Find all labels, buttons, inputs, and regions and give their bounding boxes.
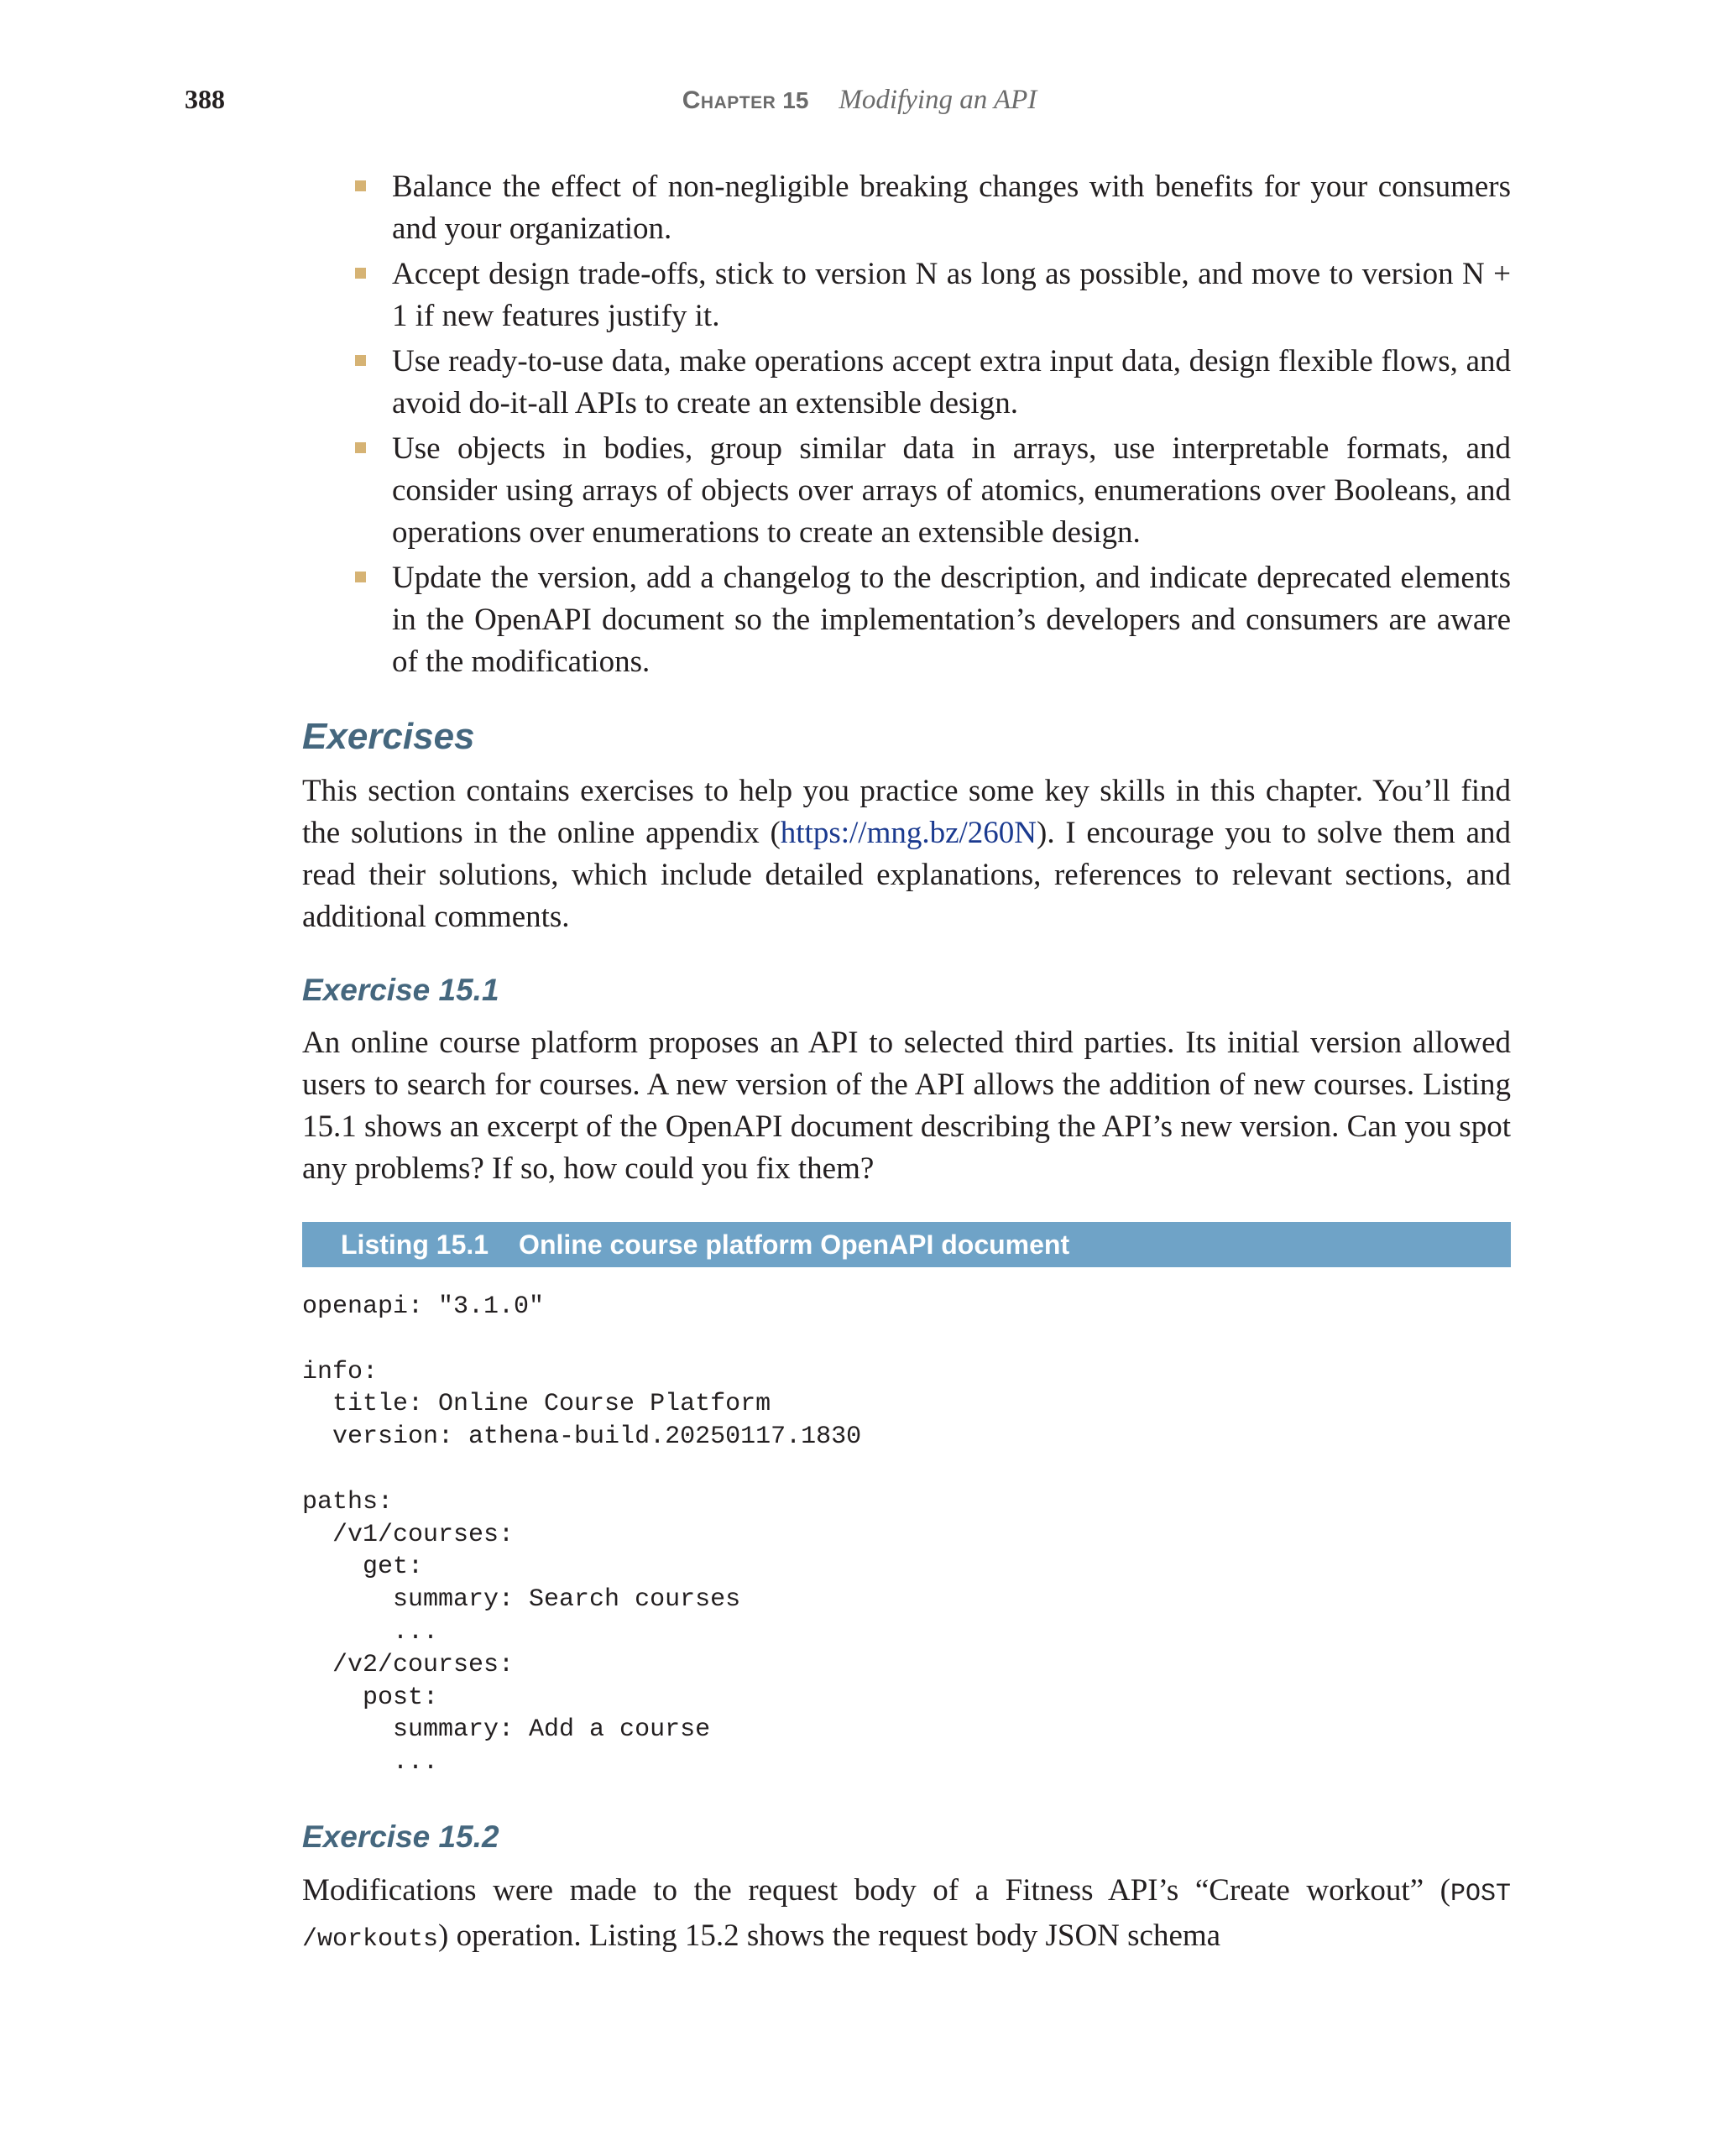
chapter-number: 15 bbox=[782, 87, 809, 113]
code-line bbox=[302, 1323, 861, 1356]
exercise-15-2-text-start: Modifications were made to the request body of a Fitness API’s “Create workout” ( bbox=[302, 1873, 1450, 1908]
exercises-intro bbox=[302, 770, 1511, 938]
summary-bullet-list bbox=[392, 166, 1511, 686]
code-line: info: bbox=[302, 1357, 379, 1386]
bullet-text: Use ready-to-use data, make operations accept extra input data, design flexible flows, and avoid do-it-all APIs to create an extensible design. bbox=[392, 344, 1511, 420]
code-line: get: bbox=[302, 1553, 424, 1582]
listing-number: Listing 15.1 bbox=[341, 1229, 489, 1260]
code-line: paths: bbox=[302, 1487, 394, 1517]
exercise-15-1-text: An online course platform proposes an API to selected third parties. Its initial version allowed users to search for courses. A new version of the API allows the addition of new courses. Listing 15.1 shows an excerpt of the OpenAPI document describing the API’s new version. Can you spot any problems? If so, how could you fix them? bbox=[302, 1026, 1511, 1186]
exercises-heading: Exercises bbox=[302, 716, 475, 757]
code-line: ... bbox=[302, 1617, 439, 1647]
bullet-square-icon bbox=[355, 355, 366, 366]
appendix-link[interactable]: https://mng.bz/260N bbox=[780, 816, 1037, 850]
code-line: post: bbox=[302, 1683, 439, 1712]
bullet-text: Use objects in bodies, group similar data in arrays, use interpretable formats, and consider using arrays of objects over arrays of atomics, enumerations over Booleans, and operations over enumerations to create an extensible design. bbox=[392, 431, 1511, 550]
code-line: version: athena-build.20250117.1830 bbox=[302, 1423, 862, 1452]
listing-caption bbox=[302, 1222, 1511, 1267]
code-line: /v2/courses: bbox=[302, 1650, 515, 1679]
bullet-square-icon bbox=[355, 268, 366, 279]
inline-code: POST /workouts bbox=[302, 1880, 1511, 1954]
chapter-label: Chapter bbox=[682, 86, 776, 114]
bullet-item bbox=[392, 166, 1511, 250]
bullet-text: Update the version, add a changelog to the description, and indicate deprecated elements in the OpenAPI document so the implementation’s developers and consumers are aware of the modifications. bbox=[392, 561, 1511, 679]
bullet-square-icon bbox=[355, 442, 366, 453]
bullet-item bbox=[392, 341, 1511, 425]
bullet-item bbox=[392, 557, 1511, 683]
bullet-item bbox=[392, 428, 1511, 554]
intro-text-start: This section contains exercises to help you practice some key skills in this chapter. You’ll find the solutions in the online appendix ( bbox=[302, 774, 1511, 850]
code-line: summary: Add a course bbox=[302, 1715, 711, 1745]
bullet-square-icon bbox=[355, 180, 366, 191]
code-line: ... bbox=[302, 1748, 439, 1778]
code-line: openapi: "3.1.0" bbox=[302, 1292, 545, 1321]
running-head bbox=[0, 82, 1719, 117]
chapter-title: Modifying an API bbox=[839, 85, 1037, 115]
listing-title: Online course platform OpenAPI document bbox=[519, 1229, 1070, 1260]
exercise-15-1-heading: Exercise 15.1 bbox=[302, 973, 499, 1007]
bullet-square-icon bbox=[355, 572, 366, 582]
bullet-text: Accept design trade-offs, stick to version N as long as possible, and move to version N + 1 if new features justify it. bbox=[392, 257, 1511, 333]
code-line: /v1/courses: bbox=[302, 1520, 515, 1549]
exercise-15-2-text-end: ) operation. Listing 15.2 shows the request body JSON schema bbox=[438, 1918, 1221, 1953]
code-listing bbox=[302, 1291, 861, 1779]
code-line: summary: Search courses bbox=[302, 1585, 741, 1615]
exercise-15-2-heading: Exercise 15.2 bbox=[302, 1819, 499, 1854]
bullet-text: Balance the effect of non-negligible breaking changes with benefits for your consumers and your organization. bbox=[392, 170, 1511, 246]
page-number: 388 bbox=[185, 84, 225, 114]
bullet-item bbox=[392, 253, 1511, 337]
exercise-15-2-text bbox=[302, 1870, 1511, 1960]
code-line: title: Online Course Platform bbox=[302, 1390, 771, 1419]
intro-text-end: ). I encourage you to solve them and read their solutions, which include detailed explanations, references to relevant sections, and additional comments. bbox=[302, 816, 1511, 934]
code-line bbox=[302, 1454, 861, 1486]
